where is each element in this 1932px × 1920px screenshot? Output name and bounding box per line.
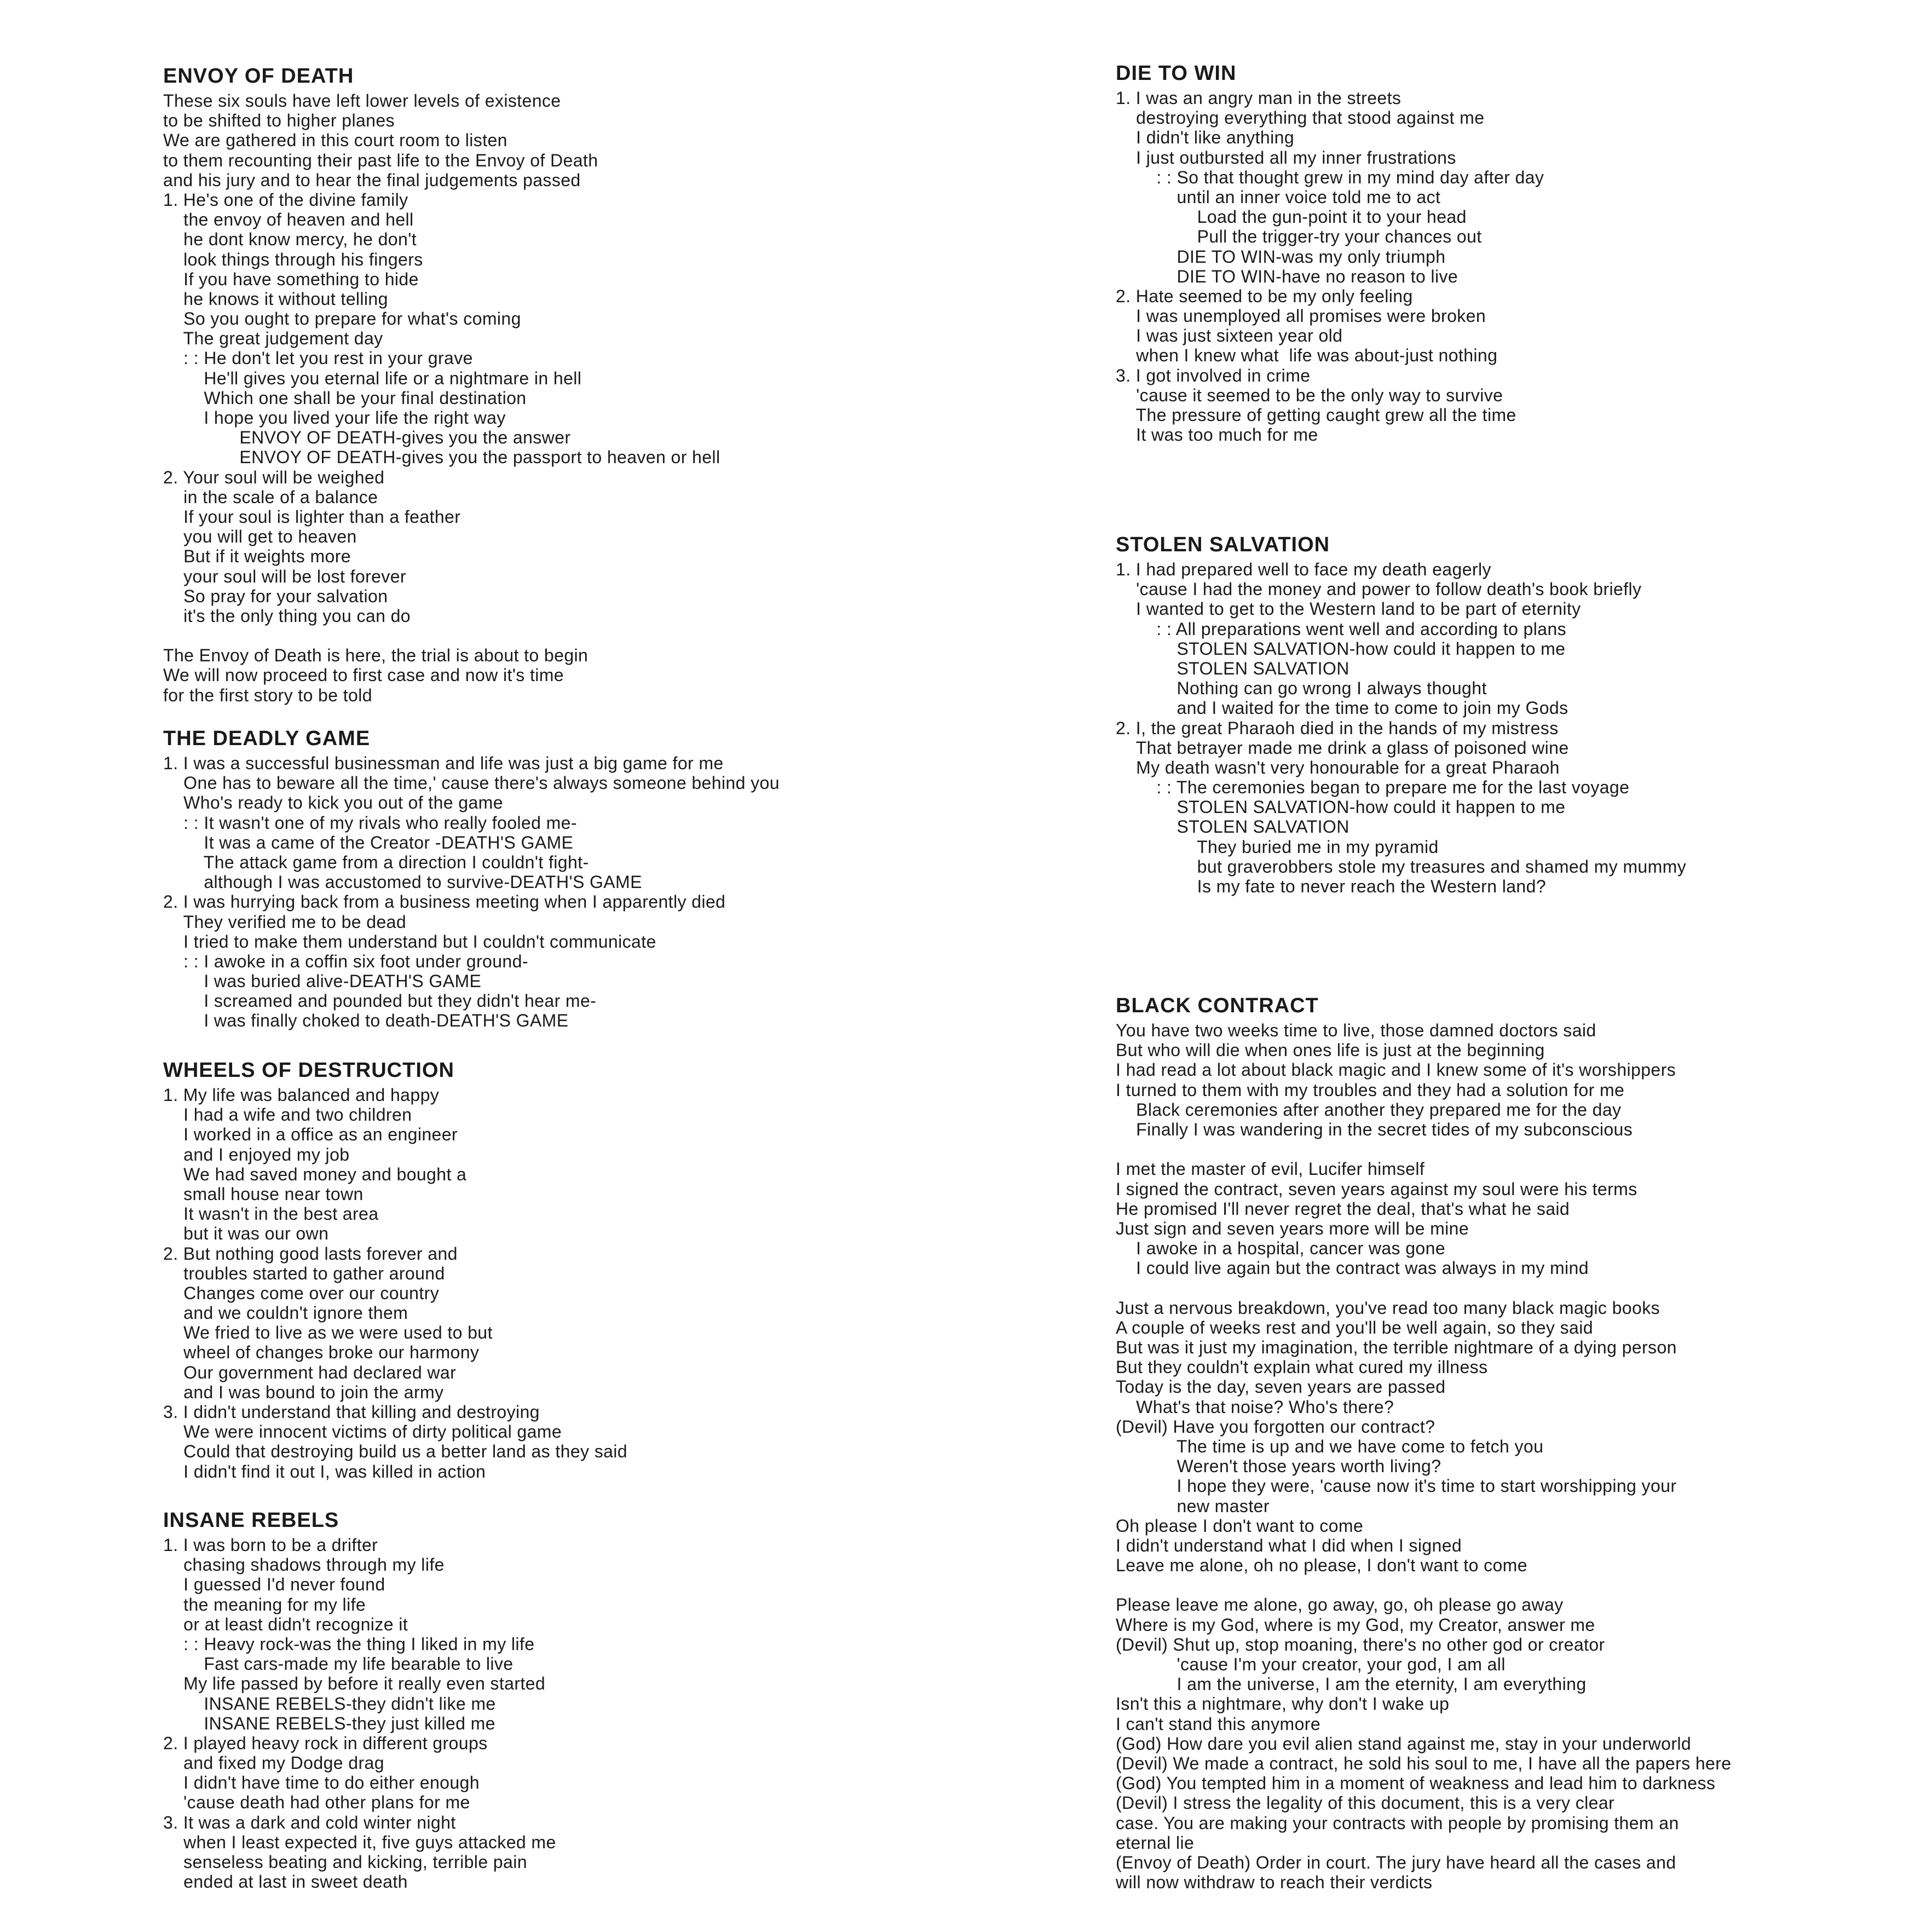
lyric-line: Please leave me alone, go away, go, oh please go away xyxy=(1116,1595,1564,1615)
lyric-line: Changes come over our country xyxy=(163,1283,440,1303)
lyric-line: 1. I was born to be a drifter xyxy=(163,1535,378,1555)
lyric-line: What's that noise? Who's there? xyxy=(1116,1397,1394,1417)
lyric-line: look things through his fingers xyxy=(163,249,423,269)
lyric-line: your soul will be lost forever xyxy=(163,566,406,586)
lyric-line: you will get to heaven xyxy=(163,527,357,547)
lyric-line: These six souls have left lower levels of existence xyxy=(163,91,561,111)
song-title: ENVOY OF DEATH xyxy=(163,65,354,88)
lyric-line: Just sign and seven years more will be mine xyxy=(1116,1218,1469,1238)
lyric-line: We fried to live as we were used to but xyxy=(163,1323,493,1343)
lyric-line: : : So that thought grew in my mind day after day xyxy=(1116,167,1544,187)
lyric-line: ENVOY OF DEATH-gives you the answer xyxy=(163,428,571,448)
lyric-line: : : The ceremonies began to prepare me for the last voyage xyxy=(1116,777,1630,798)
lyric-line: 1. I was an angry man in the streets xyxy=(1116,88,1402,108)
lyric-line xyxy=(1116,1278,1731,1298)
lyric-line: I worked in a office as an engineer xyxy=(163,1125,458,1145)
lyric-line: : : I awoke in a coffin six foot under ground- xyxy=(163,951,528,971)
lyric-line: That betrayer made me drink a glass of poisoned wine xyxy=(1116,737,1569,758)
lyric-line: Leave me alone, oh no please, I don't want to come xyxy=(1116,1555,1527,1576)
lyric-line: Where is my God, where is my God, my Creator, answer me xyxy=(1116,1615,1595,1635)
lyric-line: 3. I got involved in crime xyxy=(1116,365,1311,385)
lyric-line: ended at last in sweet death xyxy=(163,1872,408,1892)
lyric-line: I didn't find it out I, was killed in action xyxy=(163,1461,486,1481)
lyric-line: Black ceremonies after another they prepared me for the day xyxy=(1116,1099,1622,1120)
lyric-line: They verified me to be dead xyxy=(163,912,407,932)
lyric-line: but graverobbers stole my treasures and shamed my mummy xyxy=(1116,856,1687,877)
lyric-line: 1. I had prepared well to face my death eagerly xyxy=(1116,560,1491,579)
lyric-line: I had a wife and two children xyxy=(163,1105,412,1125)
lyric-line: It was too much for me xyxy=(1116,425,1318,445)
lyric-line: I am the universe, I am the eternity, I am everything xyxy=(1116,1674,1587,1694)
lyric-line: Isn't this a nightmare, why don't I wake up xyxy=(1116,1694,1450,1714)
lyric-line: case. You are making your contracts with people by promising them an xyxy=(1116,1813,1679,1833)
lyric-line: I tried to make them understand but I couldn't communicate xyxy=(163,931,656,952)
lyric-line: I screamed and pounded but they didn't hear me- xyxy=(163,991,597,1011)
lyric-line: for the first story to be told xyxy=(163,685,372,705)
lyric-line: when I least expected it, five guys attacked me xyxy=(163,1832,556,1852)
lyric-line: One has to beware all the time,' cause there's always someone behind you xyxy=(163,773,780,793)
lyric-line: (Envoy of Death) Order in court. The jury have heard all the cases and xyxy=(1116,1852,1676,1872)
song-title: BLACK CONTRACT xyxy=(1116,994,1319,1017)
lyric-line: Nothing can go wrong I always thought xyxy=(1116,678,1487,699)
lyric-line: I was unemployed all promises were broken xyxy=(1116,306,1486,326)
song-title: INSANE REBELS xyxy=(163,1509,339,1532)
lyric-line: (Devil) Shut up, stop moaning, there's no other god or creator xyxy=(1116,1634,1605,1654)
lyric-line: (God) You tempted him in a moment of weakness and lead him to darkness xyxy=(1116,1773,1716,1794)
song-title: THE DEADLY GAME xyxy=(163,727,371,750)
lyric-line: But if it weights more xyxy=(163,546,351,567)
lyric-line: troubles started to gather around xyxy=(163,1263,445,1283)
lyric-line: or at least didn't recognize it xyxy=(163,1614,408,1634)
lyric-line: until an inner voice told me to act xyxy=(1116,187,1441,207)
lyric-line: it's the only thing you can do xyxy=(163,606,411,626)
lyric-line: and I enjoyed my job xyxy=(163,1144,350,1164)
lyric-line: I hope they were, 'cause now it's time to start worshipping your xyxy=(1116,1476,1677,1496)
lyric-line: small house near town xyxy=(163,1184,364,1204)
lyric-line: I was finally choked to death-DEATH'S GAME xyxy=(163,1011,569,1031)
lyric-line xyxy=(163,626,720,645)
lyric-line: If you have something to hide xyxy=(163,269,419,289)
lyric-line: he dont know mercy, he don't xyxy=(163,229,417,250)
lyric-line: 2. I was hurrying back from a business meeting when I apparently died xyxy=(163,892,726,912)
lyric-line: So you ought to prepare for what's coming xyxy=(163,309,521,329)
lyric-line: will now withdraw to reach their verdicts xyxy=(1116,1872,1433,1893)
lyric-line: But who will die when ones life is just at the beginning xyxy=(1116,1040,1545,1060)
lyric-line: Just a nervous breakdown, you've read too many black magic books xyxy=(1116,1298,1660,1318)
lyric-line: : : It wasn't one of my rivals who really fooled me- xyxy=(163,812,577,833)
lyric-line: 1. My life was balanced and happy xyxy=(163,1085,440,1105)
lyric-line: 'cause I had the money and power to follow death's book briefly xyxy=(1116,579,1642,599)
lyric-line: to them recounting their past life to the Envoy of Death xyxy=(163,150,598,170)
lyric-line: Which one shall be your final destination xyxy=(163,388,527,408)
lyric-line: (Devil) We made a contract, he sold his soul to me, I have all the papers here xyxy=(1116,1753,1732,1773)
song-title: STOLEN SALVATION xyxy=(1116,533,1330,556)
lyric-line: It was a came of the Creator -DEATH'S GAME xyxy=(163,832,574,852)
lyric-line: My death wasn't very honourable for a great Pharaoh xyxy=(1116,757,1560,777)
lyric-line: Weren't those years worth living? xyxy=(1116,1456,1441,1477)
song-insane-rebels xyxy=(163,1506,556,1892)
song-title: DIE TO WIN xyxy=(1116,62,1237,85)
lyric-line: He'll gives you eternal life or a nightmare in hell xyxy=(163,368,582,388)
lyric-line: My life passed by before it really even started xyxy=(163,1674,546,1694)
lyric-line: I had read a lot about black magic and I knew some of it's worshippers xyxy=(1116,1060,1676,1080)
lyric-line: and we couldn't ignore them xyxy=(163,1303,408,1323)
lyric-line: Load the gun-point it to your head xyxy=(1116,207,1467,227)
lyric-line: although I was accustomed to survive-DEATH'S GAME xyxy=(163,872,642,892)
lyric-line: They buried me in my pyramid xyxy=(1116,837,1439,857)
lyric-line: : : All preparations went well and according to plans xyxy=(1116,619,1567,639)
lyric-line: senseless beating and kicking, terrible pain xyxy=(163,1852,527,1872)
lyric-line: 1. He's one of the divine family xyxy=(163,189,408,210)
lyric-line: Could that destroying build us a better land as they said xyxy=(163,1442,628,1462)
lyric-line: Our government had declared war xyxy=(163,1362,457,1382)
lyric-line: 2. Your soul will be weighed xyxy=(163,467,385,487)
lyric-line: I signed the contract, seven years against my soul were his terms xyxy=(1116,1179,1637,1199)
lyric-line: STOLEN SALVATION xyxy=(1116,817,1349,837)
song-die-to-win xyxy=(1116,59,1544,445)
lyric-line: and his jury and to hear the final judgements passed xyxy=(163,170,581,190)
lyric-line: wheel of changes broke our harmony xyxy=(163,1342,480,1363)
lyric-line: 'cause I'm your creator, your god, I am all xyxy=(1116,1654,1506,1674)
lyric-line: the envoy of heaven and hell xyxy=(163,210,414,230)
lyric-line: I just outbursted all my inner frustrations xyxy=(1116,147,1456,168)
lyric-line: when I knew what life was about-just nothing xyxy=(1116,345,1498,366)
lyric-line: I could live again but the contract was always in my mind xyxy=(1116,1258,1589,1278)
lyric-line: (Devil) I stress the legality of this document, this is a very clear xyxy=(1116,1793,1615,1813)
lyric-line: STOLEN SALVATION-how could it happen to me xyxy=(1116,797,1566,817)
lyric-line: to be shifted to higher planes xyxy=(163,111,395,131)
lyric-line: Today is the day, seven years are passed xyxy=(1116,1377,1446,1397)
lyric-line xyxy=(1116,1139,1731,1159)
lyric-line: I met the master of evil, Lucifer himself xyxy=(1116,1159,1425,1179)
lyric-line: But was it just my imagination, the terrible nightmare of a dying person xyxy=(1116,1337,1677,1357)
lyric-line: STOLEN SALVATION-how could it happen to me xyxy=(1116,638,1566,659)
lyric-line: I can't stand this anymore xyxy=(1116,1714,1321,1734)
lyric-line: in the scale of a balance xyxy=(163,487,378,507)
lyric-line: 'cause death had other plans for me xyxy=(163,1792,470,1813)
lyric-line: Is my fate to never reach the Western land? xyxy=(1116,877,1547,896)
lyric-line: but it was our own xyxy=(163,1224,329,1244)
lyric-line: 2. I, the great Pharaoh died in the hands of my mistress xyxy=(1116,718,1559,738)
lyric-line: We were innocent victims of dirty political game xyxy=(163,1422,562,1442)
lyric-line: : : He don't let you rest in your grave xyxy=(163,348,473,368)
song-envoy-of-death xyxy=(163,61,720,705)
lyric-line: I guessed I'd never found xyxy=(163,1575,385,1595)
song-wheels-of-destruction xyxy=(163,1056,627,1481)
lyric-line: I was just sixteen year old xyxy=(1116,326,1343,346)
lyric-line: and fixed my Dodge drag xyxy=(163,1753,384,1773)
lyric-line: Fast cars-made my life bearable to live xyxy=(163,1654,514,1674)
song-black-contract xyxy=(1116,991,1731,1892)
lyric-line: and I waited for the time to come to join my Gods xyxy=(1116,698,1568,718)
lyric-line: STOLEN SALVATION xyxy=(1116,658,1349,678)
lyric-line: The great judgement day xyxy=(163,328,383,349)
lyric-line: new master xyxy=(1116,1496,1270,1516)
lyric-line: (God) How dare you evil alien stand against me, stay in your underworld xyxy=(1116,1733,1692,1754)
lyric-line: The time is up and we have come to fetch you xyxy=(1116,1436,1544,1456)
lyric-line: 3. It was a dark and cold winter night xyxy=(163,1812,456,1832)
lyric-line: 2. But nothing good lasts forever and xyxy=(163,1243,458,1264)
lyric-line: DIE TO WIN-was my only triumph xyxy=(1116,246,1446,267)
lyric-line: DIE TO WIN-have no reason to live xyxy=(1116,266,1458,286)
lyric-line: Pull the trigger-try your chances out xyxy=(1116,227,1482,247)
lyric-line: and I was bound to join the army xyxy=(163,1382,444,1402)
lyric-line: INSANE REBELS-they just killed me xyxy=(163,1713,495,1733)
lyric-line: Oh please I don't want to come xyxy=(1116,1515,1364,1536)
lyric-line: destroying everything that stood against me xyxy=(1116,108,1485,128)
lyric-line: The Envoy of Death is here, the trial is about to begin xyxy=(163,645,589,666)
lyric-line: (Devil) Have you forgotten our contract? xyxy=(1116,1416,1435,1437)
lyric-line: I awoke in a hospital, cancer was gone xyxy=(1116,1238,1446,1259)
lyric-line: I didn't understand what I did when I signed xyxy=(1116,1535,1462,1555)
lyric-line: I hope you lived your life the right way xyxy=(163,408,506,428)
lyric-line: 2. I played heavy rock in different groups xyxy=(163,1733,488,1753)
lyric-line: INSANE REBELS-they didn't like me xyxy=(163,1693,496,1714)
lyric-line: 3. I didn't understand that killing and destroying xyxy=(163,1402,540,1422)
song-title: WHEELS OF DESTRUCTION xyxy=(163,1059,454,1082)
lyric-line: chasing shadows through my life xyxy=(163,1555,445,1575)
lyric-line: But they couldn't explain what cured my illness xyxy=(1116,1357,1488,1377)
lyric-line: We are gathered in this court room to listen xyxy=(163,130,507,151)
lyric-line: It wasn't in the best area xyxy=(163,1204,379,1224)
lyric-line: I didn't have time to do either enough xyxy=(163,1773,480,1793)
song-stolen-salvation xyxy=(1116,530,1686,896)
lyric-line: : : Heavy rock-was the thing I liked in my life xyxy=(163,1634,535,1654)
lyric-line: So pray for your salvation xyxy=(163,586,388,606)
lyric-line: 1. I was a successful businessman and life was just a big game for me xyxy=(163,753,724,773)
lyric-line: Who's ready to kick you out of the game xyxy=(163,793,503,813)
song-the-deadly-game xyxy=(163,724,780,1031)
lyric-line: You have two weeks time to live, those damned doctors said xyxy=(1116,1020,1596,1040)
lyric-line: I was buried alive-DEATH'S GAME xyxy=(163,971,482,991)
lyric-line: 2. Hate seemed to be my only feeling xyxy=(1116,286,1413,306)
lyric-line: He promised I'll never regret the deal, that's what he said xyxy=(1116,1198,1570,1219)
lyric-line: I wanted to get to the Western land to be part of eternity xyxy=(1116,599,1581,619)
lyric-line: 'cause it seemed to be the only way to survive xyxy=(1116,385,1503,405)
lyric-line: The attack game from a direction I couldn't fight- xyxy=(163,852,589,872)
lyric-line: A couple of weeks rest and you'll be well again, so they said xyxy=(1116,1317,1593,1337)
lyric-line: ENVOY OF DEATH-gives you the passport to heaven or hell xyxy=(163,447,720,468)
lyric-line: the meaning for my life xyxy=(163,1594,366,1615)
lyric-line: Finally I was wandering in the secret tides of my subconscious xyxy=(1116,1119,1633,1139)
lyric-line: We will now proceed to first case and now it's time xyxy=(163,665,564,685)
lyric-line: I didn't like anything xyxy=(1116,128,1295,148)
lyric-line: he knows it without telling xyxy=(163,289,388,309)
lyric-line: I turned to them with my troubles and they had a solution for me xyxy=(1116,1080,1625,1100)
lyric-line: eternal lie xyxy=(1116,1832,1195,1853)
lyric-line: If your soul is lighter than a feather xyxy=(163,506,461,527)
lyric-line xyxy=(1116,1575,1731,1595)
lyric-line: We had saved money and bought a xyxy=(163,1164,467,1184)
lyric-line: The pressure of getting caught grew all the time xyxy=(1116,405,1516,425)
